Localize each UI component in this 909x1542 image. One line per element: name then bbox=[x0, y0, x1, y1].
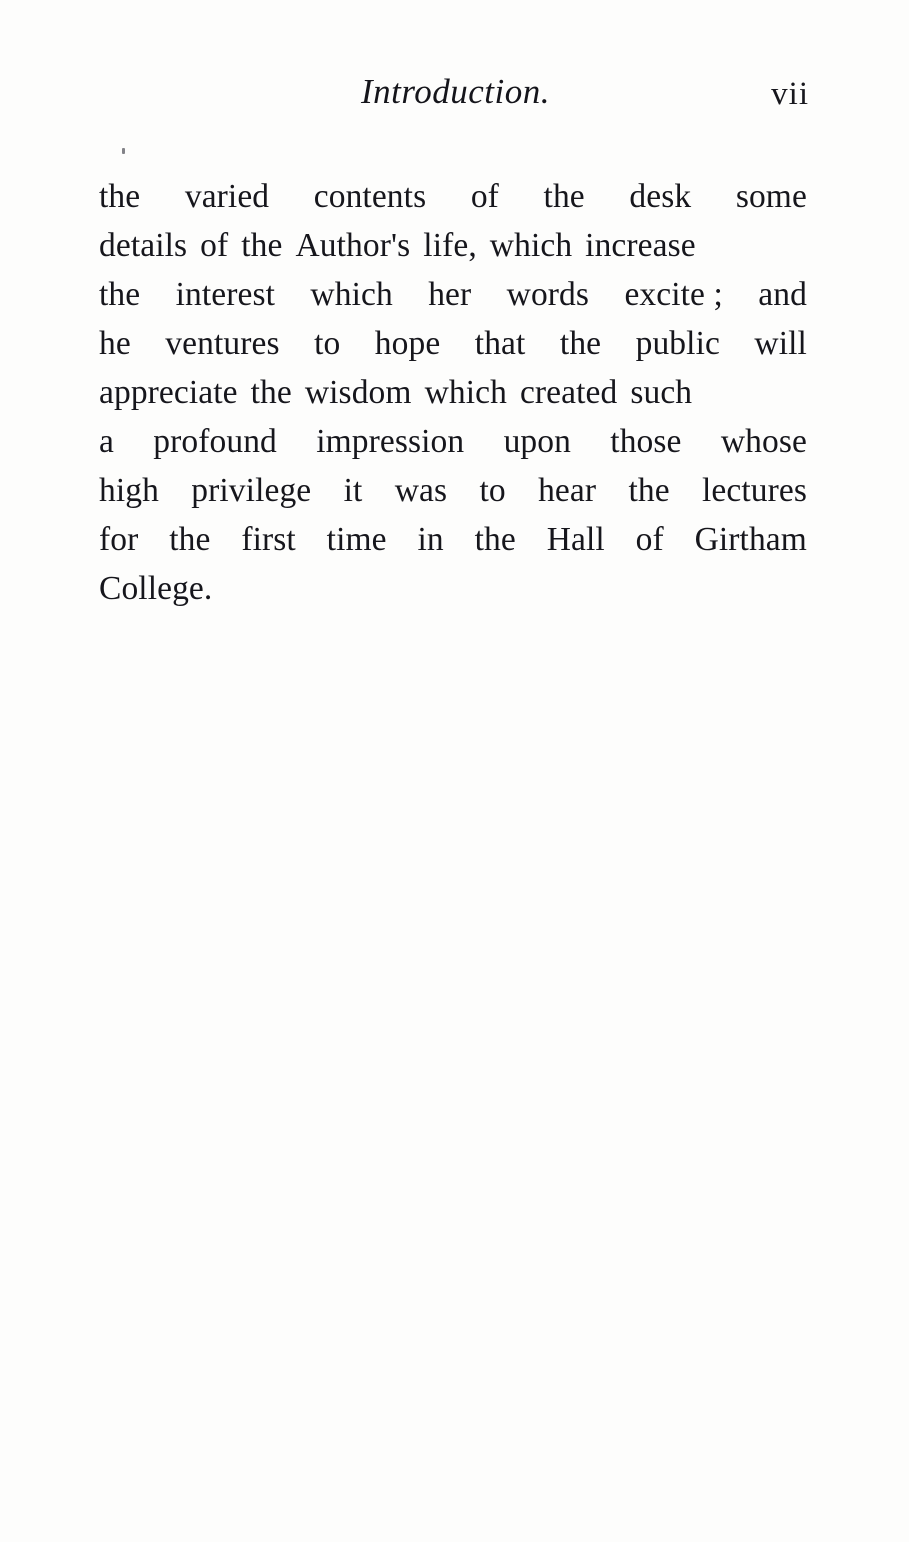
word: words bbox=[506, 276, 590, 313]
word: and bbox=[758, 276, 807, 313]
word: lectures bbox=[702, 472, 807, 509]
word: which bbox=[424, 374, 507, 411]
word: which bbox=[489, 227, 573, 264]
word: public bbox=[635, 325, 720, 362]
text-line bbox=[99, 319, 807, 368]
word: first bbox=[241, 521, 296, 558]
word: a bbox=[99, 423, 114, 460]
word: which bbox=[310, 276, 393, 313]
word: contents bbox=[313, 178, 427, 215]
word: hear bbox=[538, 472, 597, 509]
word: created bbox=[519, 374, 618, 411]
word: Girtham bbox=[694, 521, 807, 558]
word: high bbox=[99, 472, 159, 509]
running-head bbox=[100, 72, 809, 126]
word: ventures bbox=[165, 325, 280, 362]
word: those bbox=[610, 423, 682, 460]
word: Hall bbox=[546, 521, 605, 558]
word: whose bbox=[720, 423, 807, 460]
text-line bbox=[99, 466, 807, 515]
word: wisdom bbox=[304, 374, 412, 411]
word: the bbox=[474, 521, 516, 558]
word: her bbox=[428, 276, 472, 313]
word: that bbox=[474, 325, 526, 362]
text-line bbox=[99, 172, 807, 221]
word: the bbox=[250, 374, 292, 411]
ink-speck bbox=[122, 148, 125, 154]
running-head-title: Introduction. bbox=[361, 72, 550, 111]
word: time bbox=[326, 521, 387, 558]
word: increase bbox=[585, 227, 696, 264]
word: life, bbox=[423, 227, 477, 264]
text-line bbox=[99, 221, 807, 270]
word: appreciate bbox=[99, 374, 238, 411]
text-line bbox=[99, 417, 807, 466]
text-line bbox=[99, 270, 807, 319]
word: impression bbox=[316, 423, 465, 460]
word: to bbox=[479, 472, 506, 509]
text-line bbox=[99, 368, 807, 417]
word: will bbox=[754, 325, 807, 362]
word: the bbox=[99, 178, 141, 215]
word: it bbox=[343, 472, 363, 509]
page-number: vii bbox=[771, 76, 809, 112]
word: details bbox=[99, 227, 188, 264]
body-text bbox=[99, 172, 807, 613]
word: privilege bbox=[191, 472, 312, 509]
word: was bbox=[394, 472, 448, 509]
word: varied bbox=[184, 178, 270, 215]
word: interest bbox=[175, 276, 276, 313]
word: in bbox=[417, 521, 444, 558]
word: he bbox=[99, 325, 131, 362]
word: of bbox=[470, 178, 499, 215]
word: the bbox=[543, 178, 585, 215]
word: the bbox=[241, 227, 283, 264]
word: the bbox=[559, 325, 602, 362]
text-line bbox=[99, 515, 807, 564]
word: excite ; bbox=[624, 276, 723, 313]
word: such bbox=[630, 374, 693, 411]
word: some bbox=[735, 178, 807, 215]
word: for bbox=[99, 521, 139, 558]
word: desk bbox=[629, 178, 692, 215]
word: the bbox=[99, 276, 141, 313]
word: of bbox=[200, 227, 229, 264]
text-line bbox=[99, 564, 807, 613]
word: upon bbox=[503, 423, 571, 460]
word: Author's bbox=[295, 227, 411, 264]
word: hope bbox=[374, 325, 441, 362]
word: the bbox=[169, 521, 211, 558]
word: of bbox=[635, 521, 664, 558]
word: College. bbox=[99, 570, 213, 607]
word: to bbox=[314, 325, 341, 362]
word: the bbox=[628, 472, 670, 509]
word: profound bbox=[153, 423, 277, 460]
